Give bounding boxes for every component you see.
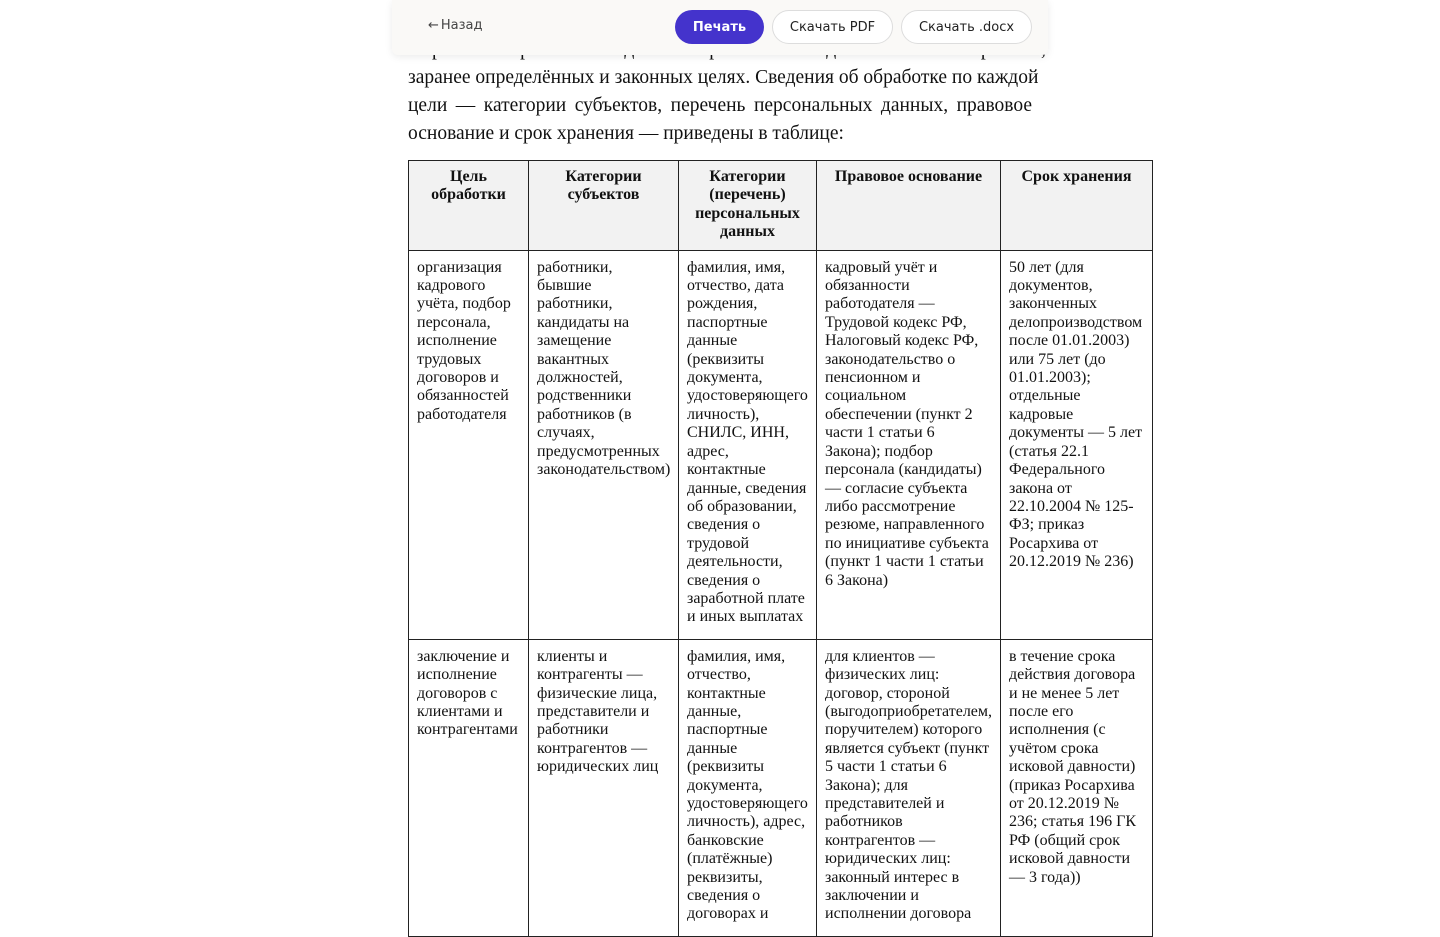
table-header-row bbox=[409, 161, 1153, 251]
intro-line: основание и срок хранения — приведены в таблице: bbox=[408, 123, 844, 144]
table-row bbox=[409, 639, 1153, 936]
document-body bbox=[408, 0, 1152, 937]
header-data-categories: Категории (перечень) персональных данных bbox=[679, 161, 817, 251]
arrow-left-icon: ← bbox=[428, 18, 439, 33]
intro-line: заранее определённых и законных целях. Сведения об обработке по каждой bbox=[408, 67, 1039, 88]
cell-retention: в течение срока действия договора и не менее 5 лет после его исполнения (с учётом срока исковой давности) (приказ Росархива от 20.12.2019 № 236; статья 196 ГК РФ (общий срок исковой давности — 3 года)) bbox=[1001, 639, 1153, 936]
header-legal-basis: Правовое основание bbox=[817, 161, 1001, 251]
cell-subjects: работники, бывшие работники, кандидаты на замещение вакантных должностей, родственники работников (в случаях, предусмотренных законодательством) bbox=[529, 250, 679, 639]
toolbar bbox=[392, 0, 1048, 55]
processing-table bbox=[408, 160, 1153, 937]
intro-line: цели — категории субъектов, перечень персональных данных, правовое bbox=[408, 95, 1032, 116]
cell-subjects: клиенты и контрагенты — физические лица, представители и работники контрагентов — юридических лиц bbox=[529, 639, 679, 936]
header-subjects: Категории субъектов bbox=[529, 161, 679, 251]
cell-purpose: заключение и исполнение договоров с клиентами и контрагентами bbox=[409, 639, 529, 936]
table-row bbox=[409, 250, 1153, 639]
download-pdf-button[interactable]: Скачать PDF bbox=[772, 10, 893, 44]
cell-legal-basis: для клиентов — физических лиц: договор, стороной (выгодоприобретателем, поручителем) которого является субъект (пункт 5 части 1 статьи 6 Закона); для представителей и работников контрагентов — юридических лиц: законный интерес в заключении и исполнении договора bbox=[817, 639, 1001, 936]
back-link[interactable] bbox=[428, 18, 483, 33]
header-retention: Срок хранения bbox=[1001, 161, 1153, 251]
download-docx-button[interactable]: Скачать .docx bbox=[901, 10, 1032, 44]
cell-data-categories: фамилия, имя, отчество, дата рождения, паспортные данные (реквизиты документа, удостоверяющего личность), СНИЛС, ИНН, адрес, контактные данные, сведения об образовании, сведения о трудовой деятельности, сведения о заработной плате и иных выплатах bbox=[679, 250, 817, 639]
cell-retention: 50 лет (для документов, законченных делопроизводством после 01.01.2003) или 75 лет (до 01.01.2003); отдельные кадровые документы — 5 лет (статья 22.1 Федерального закона от 22.10.2004 № 125-ФЗ; приказ Росархива от 20.12.2019 № 236) bbox=[1001, 250, 1153, 639]
print-button[interactable]: Печать bbox=[675, 10, 764, 44]
cell-purpose: организация кадрового учёта, подбор персонала, исполнение трудовых договоров и обязанностей работодателя bbox=[409, 250, 529, 639]
cell-legal-basis: кадровый учёт и обязанности работодателя — Трудовой кодекс РФ, Налоговый кодекс РФ, законодательство о пенсионном и социальном обеспечении (пункт 2 части 1 статьи 6 Закона); подбор персонала (кандидаты) — согласие субъекта либо рассмотрение резюме, направленного по инициативе субъекта (пункт 1 части 1 статьи 6 Закона) bbox=[817, 250, 1001, 639]
back-label: Назад bbox=[440, 18, 483, 33]
header-purpose: Цель обработки bbox=[409, 161, 529, 251]
cell-data-categories: фамилия, имя, отчество, контактные данные, паспортные данные (реквизиты документа, удостоверяющего личность), адрес, банковские (платёжные) реквизиты, сведения о договорах и bbox=[679, 639, 817, 936]
